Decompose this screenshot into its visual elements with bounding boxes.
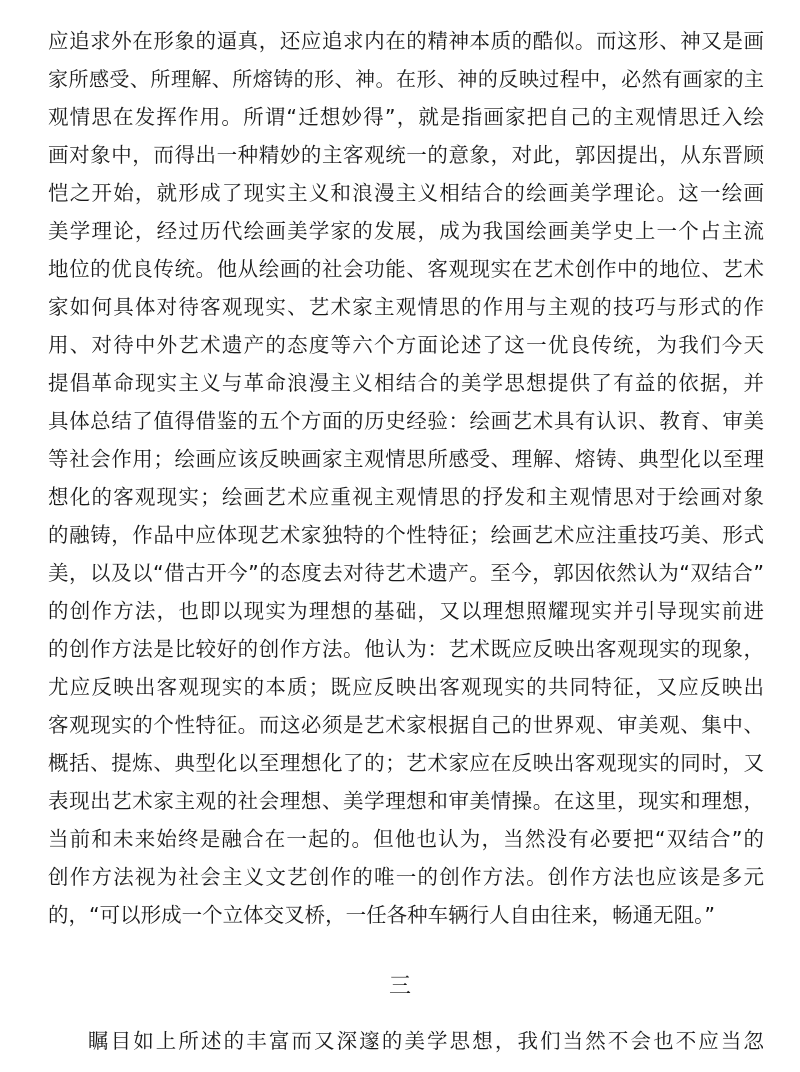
text-line: 当前和未来始终是融合在一起的。但他也认为，当然没有必要把“双结合”的 [48,827,764,851]
text-line: 观情思在发挥作用。所谓“迁想妙得”，就是指画家把自己的主观情思迁入绘 [48,105,764,129]
text-line: 客观现实的个性特征。而这必须是艺术家根据自己的世界观、审美观、集中、 [48,713,764,737]
text-line: 家如何具体对待客观现实、艺术家主观情思的作用与主观的技巧与形式的作 [48,295,764,319]
text-line: 创作方法视为社会主义文艺创作的唯一的创作方法。创作方法也应该是多元 [48,865,764,889]
text-line: 的，“可以形成一个立体交叉桥，一任各种车辆行人自由往来，畅通无阻。” [48,903,715,927]
text-line: 等社会作用；绘画应该反映画家主观情思所感受、理解、熔铸、典型化以至理 [48,447,764,471]
text-line: 的创作方法，也即以现实为理想的基础，又以理想照耀现实并引导现实前进 [48,599,764,623]
text-line: 地位的优良传统。他从绘画的社会功能、客观现实在艺术创作中的地位、艺术 [48,257,764,281]
text-line: 的创作方法是比较好的创作方法。他认为：艺术既应反映出客观现实的现象， [48,637,764,661]
text-line: 瞩目如上所述的丰富而又深邃的美学思想，我们当然不会也不应当忽 [88,1029,764,1053]
text-line: 想化的客观现实；绘画艺术应重视主观情思的抒发和主观情思对于绘画对象 [48,485,764,509]
text-line: 表现出艺术家主观的社会理想、美学理想和审美情操。在这里，现实和理想， [48,789,764,813]
text-line: 概括、提炼、典型化以至理想化了的；艺术家应在反映出客观现实的同时，又 [48,751,764,775]
text-line: 具体总结了值得借鉴的五个方面的历史经验：绘画艺术具有认识、教育、审美 [48,409,764,433]
text-line: 用、对待中外艺术遗产的态度等六个方面论述了这一优良传统，为我们今天 [48,333,764,357]
text-line: 画对象中，而得出一种精妙的主客观统一的意象，对此，郭因提出，从东晋顾 [48,143,764,167]
text-line: 应追求外在形象的逼真，还应追求内在的精神本质的酷似。而这形、神又是画 [48,29,764,53]
text-line: 美，以及以“借古开今”的态度去对待艺术遗产。至今，郭因依然认为“双结合” [48,561,764,585]
text-line: 提倡革命现实主义与革命浪漫主义相结合的美学思想提供了有益的依据，并 [48,371,764,395]
text-line: 尤应反映出客观现实的本质；既应反映出客观现实的共同特征，又应反映出 [48,675,764,699]
section-heading: 三 [388,974,411,999]
text-line: 美学理论，经过历代绘画美学家的发展，成为我国绘画美学史上一个占主流 [48,219,764,243]
text-line: 恺之开始，就形成了现实主义和浪漫主义相结合的绘画美学理论。这一绘画 [48,181,764,205]
text-line: 的融铸，作品中应体现艺术家独特的个性特征；绘画艺术应注重技巧美、形式 [48,523,764,547]
text-line: 家所感受、所理解、所熔铸的形、神。在形、神的反映过程中，必然有画家的主 [48,67,764,91]
